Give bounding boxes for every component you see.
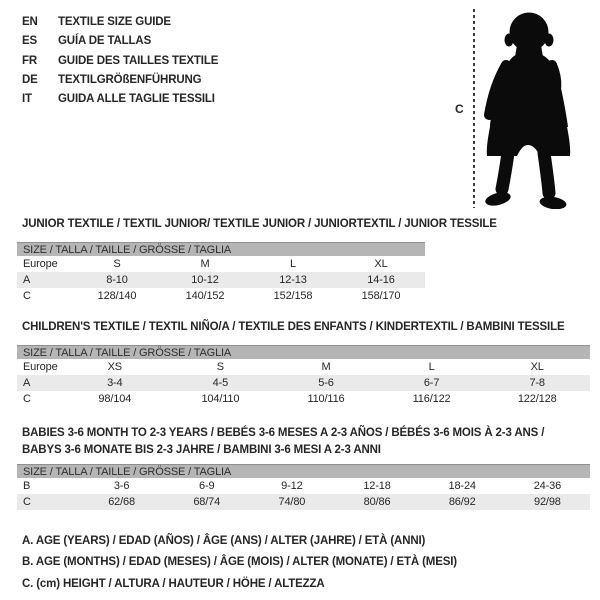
row-label-cell: Europe [23,258,58,270]
size-cell: L [428,361,435,373]
table-row-height [17,494,590,510]
table-header-row [17,346,590,360]
table-header-cell: SIZE / TALLA / TAILLE / GRÖSSE / TAGLIA [17,465,590,479]
size-cell: 128/140 [97,290,137,302]
row-label-cell: C [23,290,31,302]
size-cell: 7-8 [484,375,590,391]
size-cell: 10-12 [161,272,249,288]
row-label-cell: Europe [23,361,58,373]
legend-line-c: C. (cm) HEIGHT / ALTURA / HAUTEUR / HÖHE / ALTEZZA [22,577,325,590]
lang-row-en [22,13,218,32]
size-cell: 3-6 [113,480,130,492]
lang-row-es [22,32,218,51]
size-cell: 8-10 [73,272,161,288]
junior-size-table [17,242,425,304]
table-row-age [17,272,425,288]
size-cell: L [290,258,296,270]
lang-code: EN [22,16,38,28]
size-cell: 98/104 [98,393,132,405]
children-size-table [17,345,590,407]
size-cell: 140/152 [185,290,225,302]
lang-row-de [22,71,218,90]
row-label-cell: A [17,272,73,288]
lang-code: IT [22,93,32,106]
lang-title: TEXTILGRÖßENFÜHRUNG [58,73,202,86]
size-cell: 92/98 [505,494,590,510]
size-cell: 74/80 [249,494,334,510]
size-cell: M [321,361,331,373]
table-header-row [17,465,590,479]
size-cell: XS [107,361,122,373]
table-row-height [17,288,425,304]
table-row-europe [17,359,590,375]
size-cell: 62/68 [79,494,164,510]
size-cell: 18-24 [448,480,476,492]
size-cell: 12-13 [249,272,337,288]
size-cell: 6-7 [379,375,485,391]
size-cell: S [113,258,121,270]
table-header-cell: SIZE / TALLA / TAILLE / GRÖSSE / TAGLIA [17,346,590,360]
size-cell: M [200,258,210,270]
height-measure-dashed-line [473,9,475,208]
size-cell: XL [530,361,544,373]
lang-code: ES [22,35,38,48]
lang-row-fr [22,52,218,71]
measurement-legend [22,531,457,595]
children-table-title: CHILDREN'S TEXTILE / TEXTIL NIÑO/A / TEXTILE DES ENFANTS / KINDERTEXTIL / BAMBINI TESSILE [22,321,565,333]
size-cell: 80/86 [334,494,419,510]
size-cell: XL [374,258,388,270]
size-cell: 4-5 [168,375,274,391]
row-label-cell: C [23,393,31,405]
size-cell: 12-18 [363,480,391,492]
table-row-europe [17,256,425,272]
lang-code: FR [22,54,38,67]
size-cell: 116/122 [412,393,451,405]
row-label-cell: C [17,494,79,510]
lang-title: TEXTILE SIZE GUIDE [58,16,171,28]
legend-line-a: A. AGE (YEARS) / EDAD (AÑOS) / ÂGE (ANS) / ALTER (JAHRE) / ETÀ (ANNI) [22,535,426,547]
size-cell: 3-4 [62,375,168,391]
lang-title: GUIDA ALLE TAGLIE TESSILI [58,93,215,106]
junior-table-title: JUNIOR TEXTILE / TEXTIL JUNIOR/ TEXTILE JUNIOR / JUNIORTEXTIL / JUNIOR TESSILE [22,218,497,230]
table-header-cell: SIZE / TALLA / TAILLE / GRÖSSE / TAGLIA [17,243,425,257]
table-header-row [17,243,425,257]
size-cell: 68/74 [164,494,249,510]
size-cell: 158/170 [361,290,401,302]
size-cell: 86/92 [420,494,505,510]
size-cell: 152/158 [273,290,313,302]
table-row-age [17,375,590,391]
language-title-list [22,13,218,109]
size-cell: S [216,361,224,373]
table-row-age-months [17,478,590,494]
lang-title: GUÍA DE TALLAS [58,35,152,48]
table-row-height [17,391,590,407]
babies-size-table [17,464,590,510]
size-cell: 24-36 [533,480,562,492]
size-cell: 104/110 [201,393,240,405]
lang-title: GUIDE DES TAILLES TEXTILE [58,54,219,67]
babies-table-title-line1: BABIES 3-6 MONTH TO 2-3 YEARS / BEBÉS 3-6 MESES A 2-3 AÑOS / BÉBÉS 3-6 MOIS À 2-3 ANS / [22,427,545,439]
size-cell: 5-6 [273,375,379,391]
size-cell: 6-9 [199,480,215,492]
row-label-cell: A [17,375,62,391]
height-measure-label: C [455,102,464,116]
size-cell: 9-12 [281,480,303,492]
lang-row-it [22,90,218,109]
row-label-cell: B [23,480,31,492]
lang-code: DE [22,73,38,86]
size-cell: 122/128 [517,393,557,405]
legend-line-b: B. AGE (MONTHS) / EDAD (MESES) / ÂGE (MOIS) / ALTER (MONATE) / ETÀ (MESI) [22,556,457,569]
size-cell: 110/116 [307,393,345,405]
babies-table-title [22,425,544,458]
baby-silhouette-icon [484,9,574,209]
babies-table-title-line2: BABYS 3-6 MONATE BIS 2-3 JAHRE / BAMBINI 3-6 MESI A 2-3 ANNI [22,443,381,456]
size-cell: 14-16 [337,272,425,288]
